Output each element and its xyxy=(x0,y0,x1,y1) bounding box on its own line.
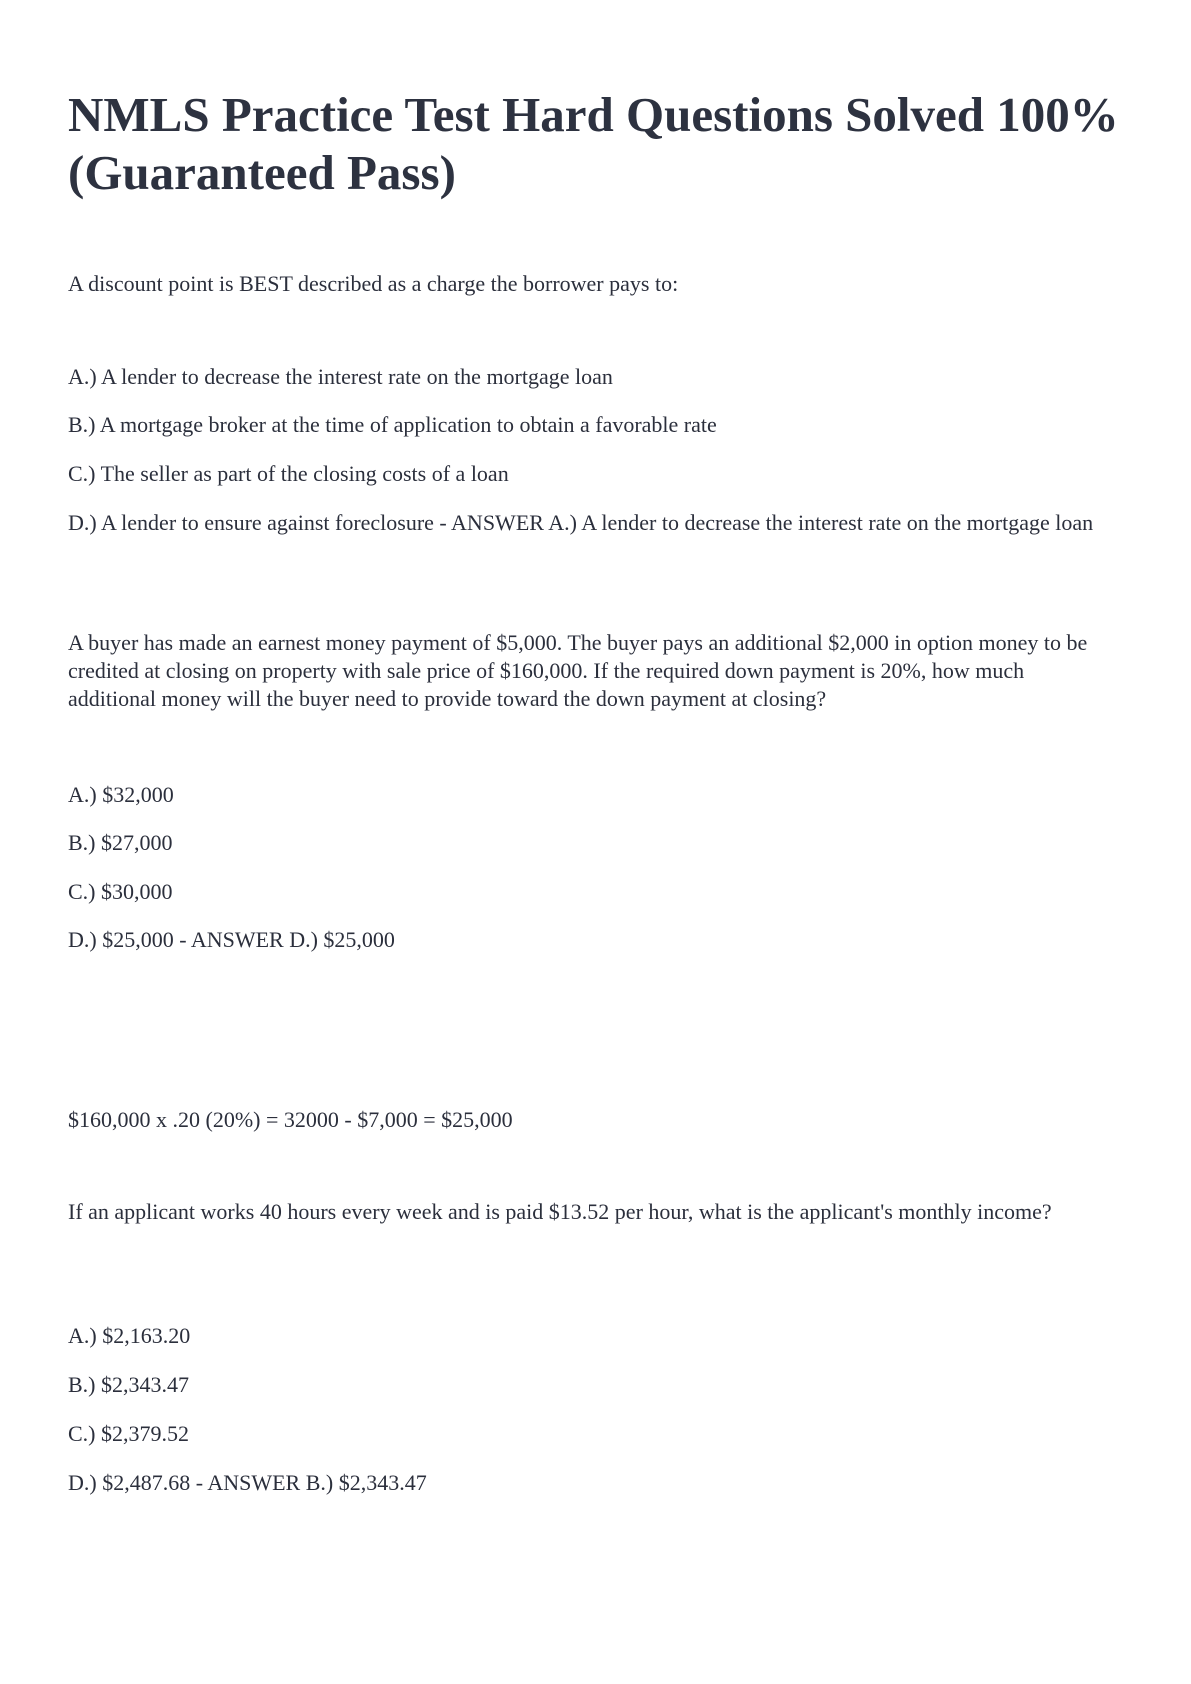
question-3-option-c: C.) $2,379.52 xyxy=(68,1421,189,1446)
question-1-option-b: B.) A mortgage broker at the time of application to obtain a favorable rate xyxy=(68,412,717,437)
question-3-option-a: A.) $2,163.20 xyxy=(68,1323,191,1348)
question-1-option-a: A.) A lender to decrease the interest rate on the mortgage loan xyxy=(68,364,613,389)
question-2-option-d-answer: D.) $25,000 - ANSWER D.) $25,000 xyxy=(68,927,395,952)
question-1-option-d-answer: D.) A lender to ensure against foreclosure - ANSWER A.) A lender to decrease the interest rate on the mortgage loan xyxy=(68,510,1094,535)
question-3-option-d-answer: D.) $2,487.68 - ANSWER B.) $2,343.47 xyxy=(68,1470,427,1495)
question-3-option-b: B.) $2,343.47 xyxy=(68,1372,189,1397)
question-2-prompt: A buyer has made an earnest money payment of $5,000. The buyer pays an additional $2,000 in option money to be credited at closing on property with sale price of $160,000. If the required down payment is 20%, how much additional money will the buyer need to provide toward the down payment at closing? xyxy=(68,630,1088,711)
question-2-option-a: A.) $32,000 xyxy=(68,782,174,807)
document-title: NMLS Practice Test Hard Questions Solved 100% (Guaranteed Pass) xyxy=(68,87,1119,200)
question-1-option-c: C.) The seller as part of the closing costs of a loan xyxy=(68,461,509,486)
question-2-explanation: $160,000 x .20 (20%) = 32000 - $7,000 = $25,000 xyxy=(68,1107,513,1132)
question-3-prompt: If an applicant works 40 hours every week and is paid $13.52 per hour, what is the applicant's monthly income? xyxy=(68,1199,1052,1224)
question-2-option-b: B.) $27,000 xyxy=(68,830,173,855)
question-2-option-c: C.) $30,000 xyxy=(68,879,173,904)
question-1-prompt: A discount point is BEST described as a charge the borrower pays to: xyxy=(68,271,679,296)
